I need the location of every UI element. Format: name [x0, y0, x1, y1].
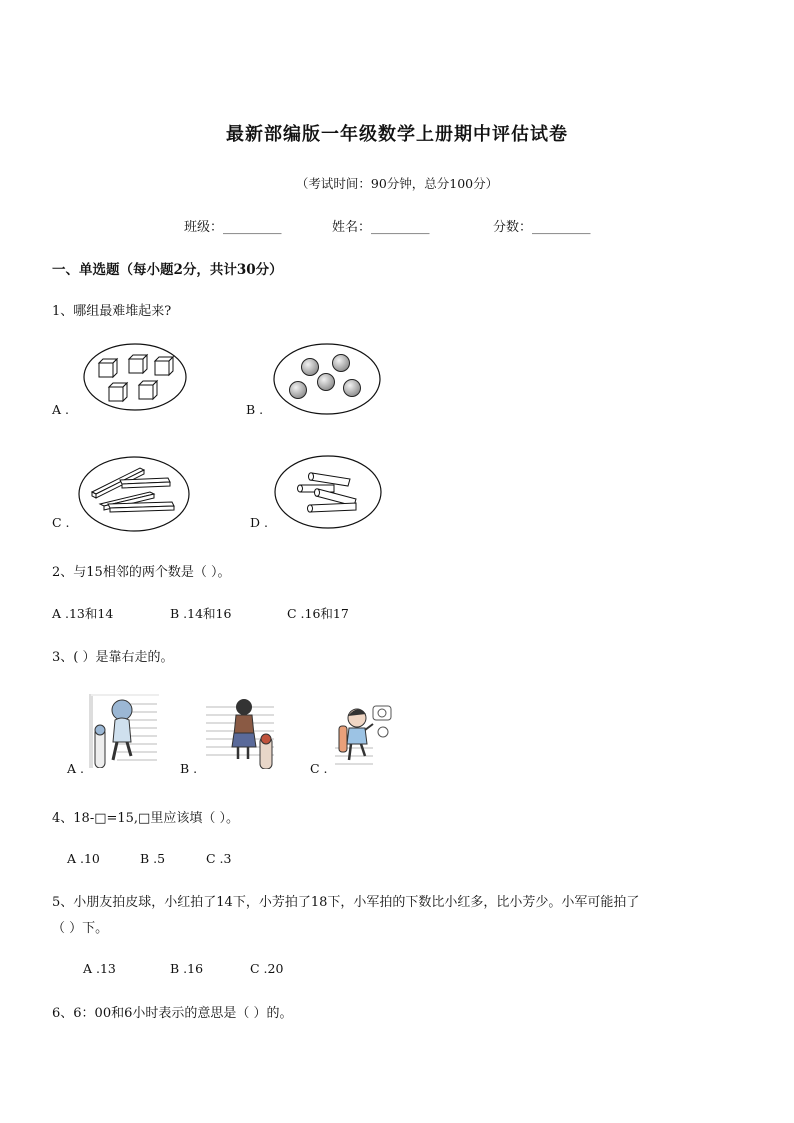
page-title: 最新部编版一年级数学上册期中评估试卷: [226, 124, 568, 145]
q2-option-c[interactable]: C .16和17: [287, 606, 349, 621]
q2-option-a[interactable]: A .13和14: [52, 606, 114, 621]
q5-option-c[interactable]: C .20: [250, 961, 284, 976]
question-4-text: 4、18-□=15,□里应该填（ ）。: [52, 811, 239, 826]
question-6-text: 6、6：00和6小时表示的意思是（ ）的。: [52, 1006, 293, 1021]
spheres-icon: [273, 343, 381, 415]
q4-option-c[interactable]: C .3: [206, 851, 232, 866]
score-field[interactable]: 分数：_________: [493, 220, 591, 235]
q3-option-c-label[interactable]: C .: [310, 761, 328, 776]
child-climbing-stairs-icon: [89, 694, 159, 768]
boy-on-stairs-icon: [333, 698, 395, 770]
q5-option-a[interactable]: A .13: [83, 961, 116, 976]
cylinders-icon: [274, 455, 382, 529]
q3-option-b-label[interactable]: B .: [180, 761, 198, 776]
q1-option-b-label[interactable]: B .: [246, 402, 264, 417]
q4-option-a[interactable]: A .10: [67, 851, 100, 866]
class-field[interactable]: 班级：_________: [184, 220, 282, 235]
question-5-text-cont: （ ）下。: [52, 921, 109, 936]
question-1-text: 1、哪组最难堆起来?: [52, 304, 172, 319]
question-5-text: 5、小朋友拍皮球，小红拍了14下，小芳拍了18下，小军拍的下数比小红多，比小芳少。小军可能拍了: [52, 895, 640, 910]
question-2-text: 2、与15相邻的两个数是（ ）。: [52, 565, 231, 580]
question-3-text: 3、( ）是靠右走的。: [52, 650, 174, 665]
flat-blocks-icon: [78, 456, 190, 532]
q3-option-a-label[interactable]: A .: [67, 761, 84, 776]
q1-option-c-label[interactable]: C .: [52, 515, 70, 530]
exam-info: （考试时间：90分钟，总分100分）: [295, 176, 499, 191]
q2-option-b[interactable]: B .14和16: [170, 606, 232, 621]
section-heading: 一、单选题（每小题2分，共计30分）: [52, 262, 283, 278]
q1-option-d-label[interactable]: D .: [250, 515, 268, 530]
cubes-icon: [83, 343, 187, 411]
q4-option-b[interactable]: B .5: [140, 851, 166, 866]
girl-on-stairs-icon: [202, 697, 276, 769]
q5-option-b[interactable]: B .16: [170, 961, 204, 976]
name-field[interactable]: 姓名：_________: [332, 220, 430, 235]
q1-option-a-label[interactable]: A .: [52, 402, 69, 417]
